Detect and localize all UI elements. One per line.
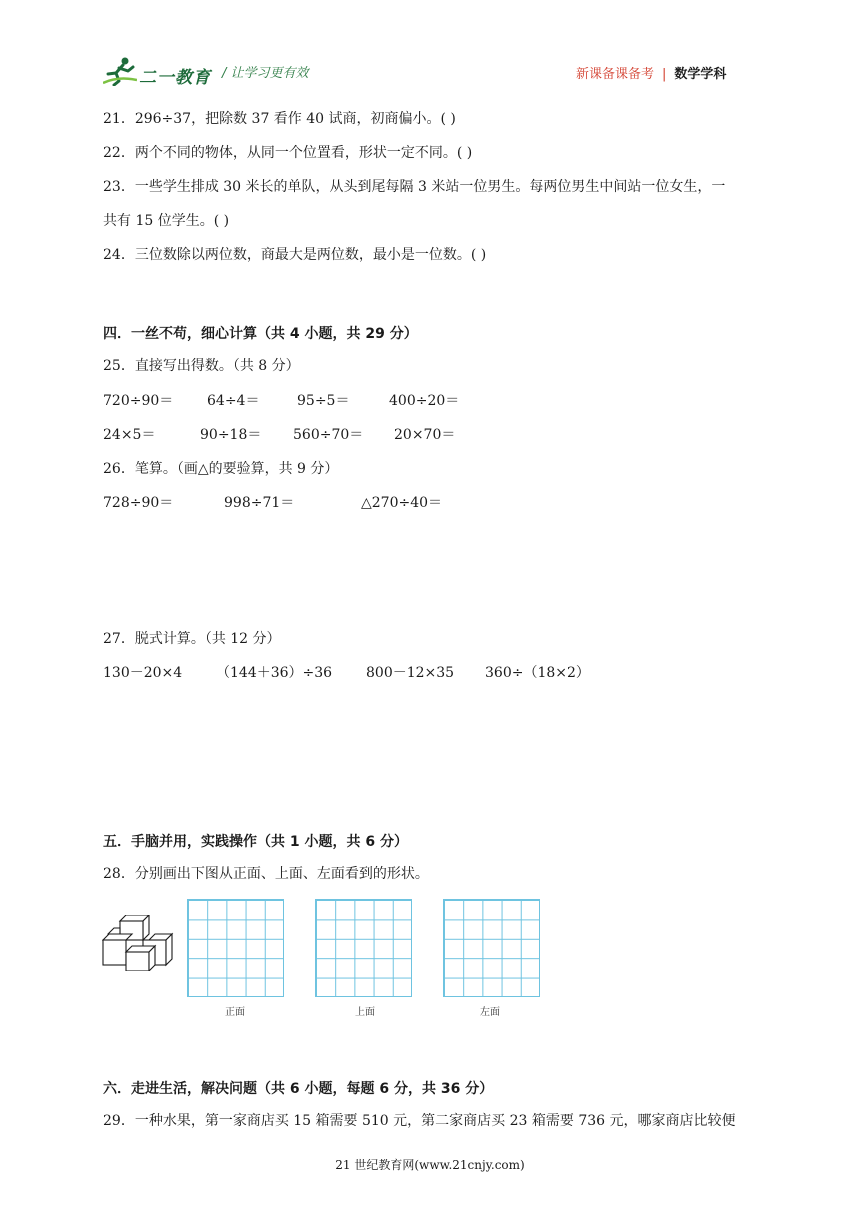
header-right: [576, 63, 726, 82]
calc-item: （144＋36）÷36: [216, 665, 333, 681]
question-21: 21．296÷37，把除数 37 看作 40 试商，初商偏小。( ): [103, 111, 456, 127]
left-view-label: 左面: [480, 1007, 500, 1018]
question-23-line1: 23．一些学生排成 30 米长的单队，从头到尾每隔 3 米站一位男生。每两位男生中间站一位女生，一: [103, 179, 726, 195]
calc-item: 95÷5＝: [297, 393, 350, 409]
front-view-grid[interactable]: [187, 899, 284, 997]
calc-item: 20×70＝: [394, 427, 456, 443]
question-23-line2: 共有 15 位学生。( ): [103, 213, 230, 229]
question-27: 27．脱式计算。（共 12 分）: [103, 631, 281, 647]
top-view-label: 上面: [355, 1007, 375, 1018]
section-5-title: 五．手脑并用，实践操作（共 1 小题，共 6 分）: [103, 834, 408, 850]
footer: 21 世纪教育网(www.21cnjy.com): [335, 1158, 525, 1172]
calc-item: △270÷40＝: [361, 495, 443, 511]
calc-item: 130－20×4: [103, 665, 183, 681]
question-29: 29．一种水果，第一家商店买 15 箱需要 510 元，第二家商店买 23 箱需要 736 元，哪家商店比较便: [103, 1113, 736, 1129]
question-28: 28．分别画出下图从正面、上面、左面看到的形状。: [103, 866, 429, 882]
calc-item: 728÷90＝: [103, 495, 174, 511]
calc-item: 560÷70＝: [293, 427, 364, 443]
left-view-grid[interactable]: [443, 899, 540, 997]
calc-item: 800－12×35: [366, 665, 455, 681]
logo-text: 二一教育: [139, 68, 211, 88]
runner-logo-icon: [103, 56, 137, 86]
calc-item: 720÷90＝: [103, 393, 174, 409]
front-view-label: 正面: [225, 1007, 245, 1018]
calc-item: 998÷71＝: [224, 495, 295, 511]
header-subject-label: 数学学科: [674, 67, 727, 82]
question-22: 22．两个不同的物体，从同一个位置看，形状一定不同。( ): [103, 145, 473, 161]
top-view-grid[interactable]: [315, 899, 412, 997]
calc-item: 360÷（18×2）: [485, 665, 590, 681]
section-4-title: 四．一丝不苟，细心计算（共 4 小题，共 29 分）: [103, 326, 418, 342]
header-course-label: 新课备课备考: [576, 67, 655, 82]
question-24: 24．三位数除以两位数，商最大是两位数，最小是一位数。( ): [103, 247, 487, 263]
section-6-title: 六．走进生活，解决问题（共 6 小题，每题 6 分，共 36 分）: [103, 1081, 494, 1097]
question-26: 26．笔算。（画△的要验算，共 9 分）: [103, 461, 339, 477]
cube-stack-figure: [102, 915, 174, 971]
header-separator: |: [662, 67, 667, 82]
calc-item: 400÷20＝: [389, 393, 460, 409]
calc-item: 90÷18＝: [200, 427, 262, 443]
calc-item: 24×5＝: [103, 427, 156, 443]
question-25: 25．直接写出得数。（共 8 分）: [103, 358, 300, 374]
calc-item: 64÷4＝: [207, 393, 260, 409]
slogan: / 让学习更有效: [222, 66, 309, 81]
